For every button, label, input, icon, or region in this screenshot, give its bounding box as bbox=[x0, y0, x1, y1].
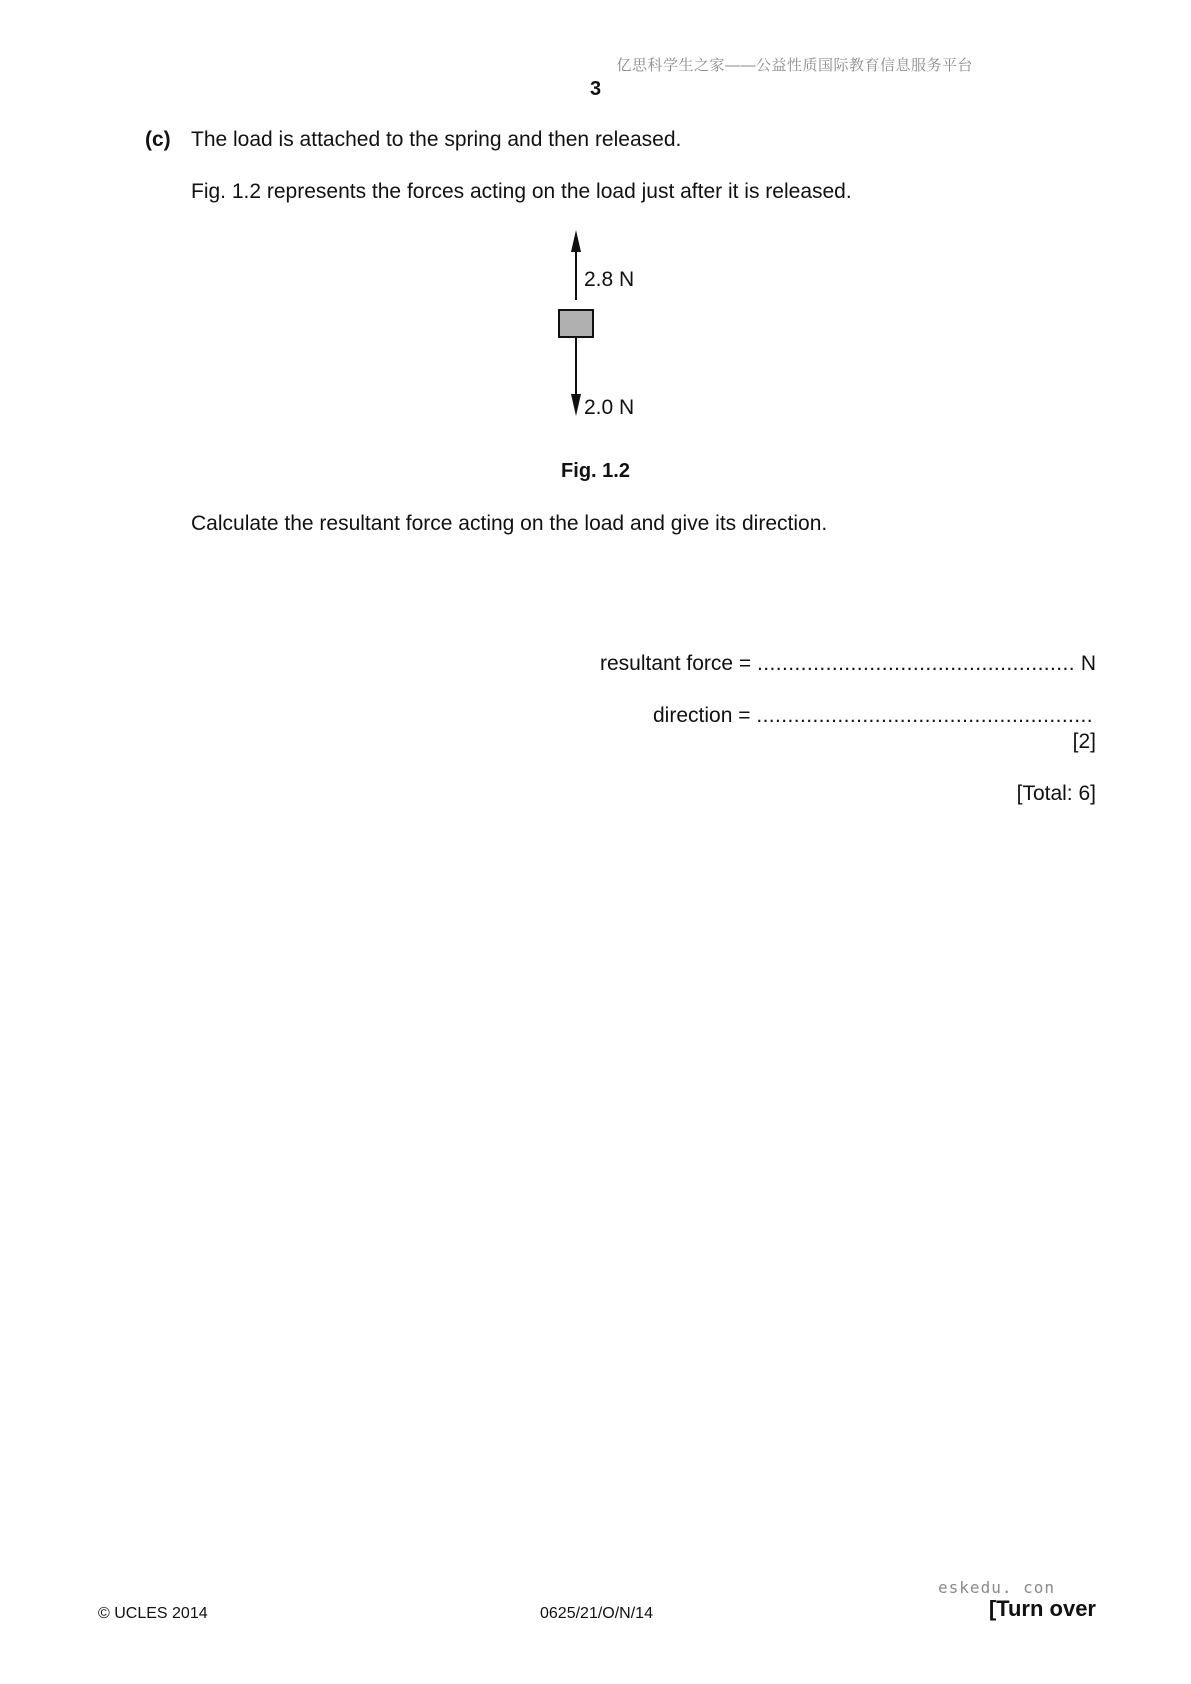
total-marks: [Total: 6] bbox=[1016, 782, 1096, 805]
force-diagram bbox=[500, 220, 700, 430]
direction-answer-dots[interactable]: ...................................................... bbox=[756, 704, 1093, 727]
downward-arrowhead-icon bbox=[571, 394, 581, 416]
marks-indicator: [2] bbox=[1072, 730, 1096, 753]
resultant-force-answer-line[interactable] bbox=[600, 652, 1096, 676]
load-block bbox=[559, 310, 593, 337]
figure-caption: Fig. 1.2 bbox=[561, 460, 630, 482]
direction-label: direction = bbox=[653, 704, 751, 727]
question-intro: The load is attached to the spring and then released. bbox=[191, 128, 682, 151]
direction-answer-line[interactable] bbox=[653, 704, 1093, 728]
header-watermark: 亿思科学生之家——公益性质国际教育信息服务平台 bbox=[616, 57, 973, 74]
upward-arrowhead-icon bbox=[571, 230, 581, 252]
turn-over-prompt: [Turn over bbox=[988, 1596, 1096, 1621]
figure-reference-text: Fig. 1.2 represents the forces acting on the load just after it is released. bbox=[191, 180, 852, 203]
resultant-force-answer-dots[interactable]: ................................................... bbox=[757, 652, 1075, 675]
question-part-label: (c) bbox=[145, 128, 171, 151]
footer-watermark: eskedu. con bbox=[938, 1578, 1055, 1597]
paper-code: 0625/21/O/N/14 bbox=[540, 1605, 653, 1622]
resultant-force-unit: N bbox=[1080, 652, 1096, 675]
copyright-notice: © UCLES 2014 bbox=[98, 1605, 208, 1622]
downward-force-label: 2.0 N bbox=[584, 396, 635, 419]
upward-force-label: 2.8 N bbox=[584, 268, 635, 291]
resultant-force-label: resultant force = bbox=[600, 652, 752, 675]
question-task: Calculate the resultant force acting on the load and give its direction. bbox=[191, 512, 828, 535]
page-number: 3 bbox=[589, 78, 602, 100]
